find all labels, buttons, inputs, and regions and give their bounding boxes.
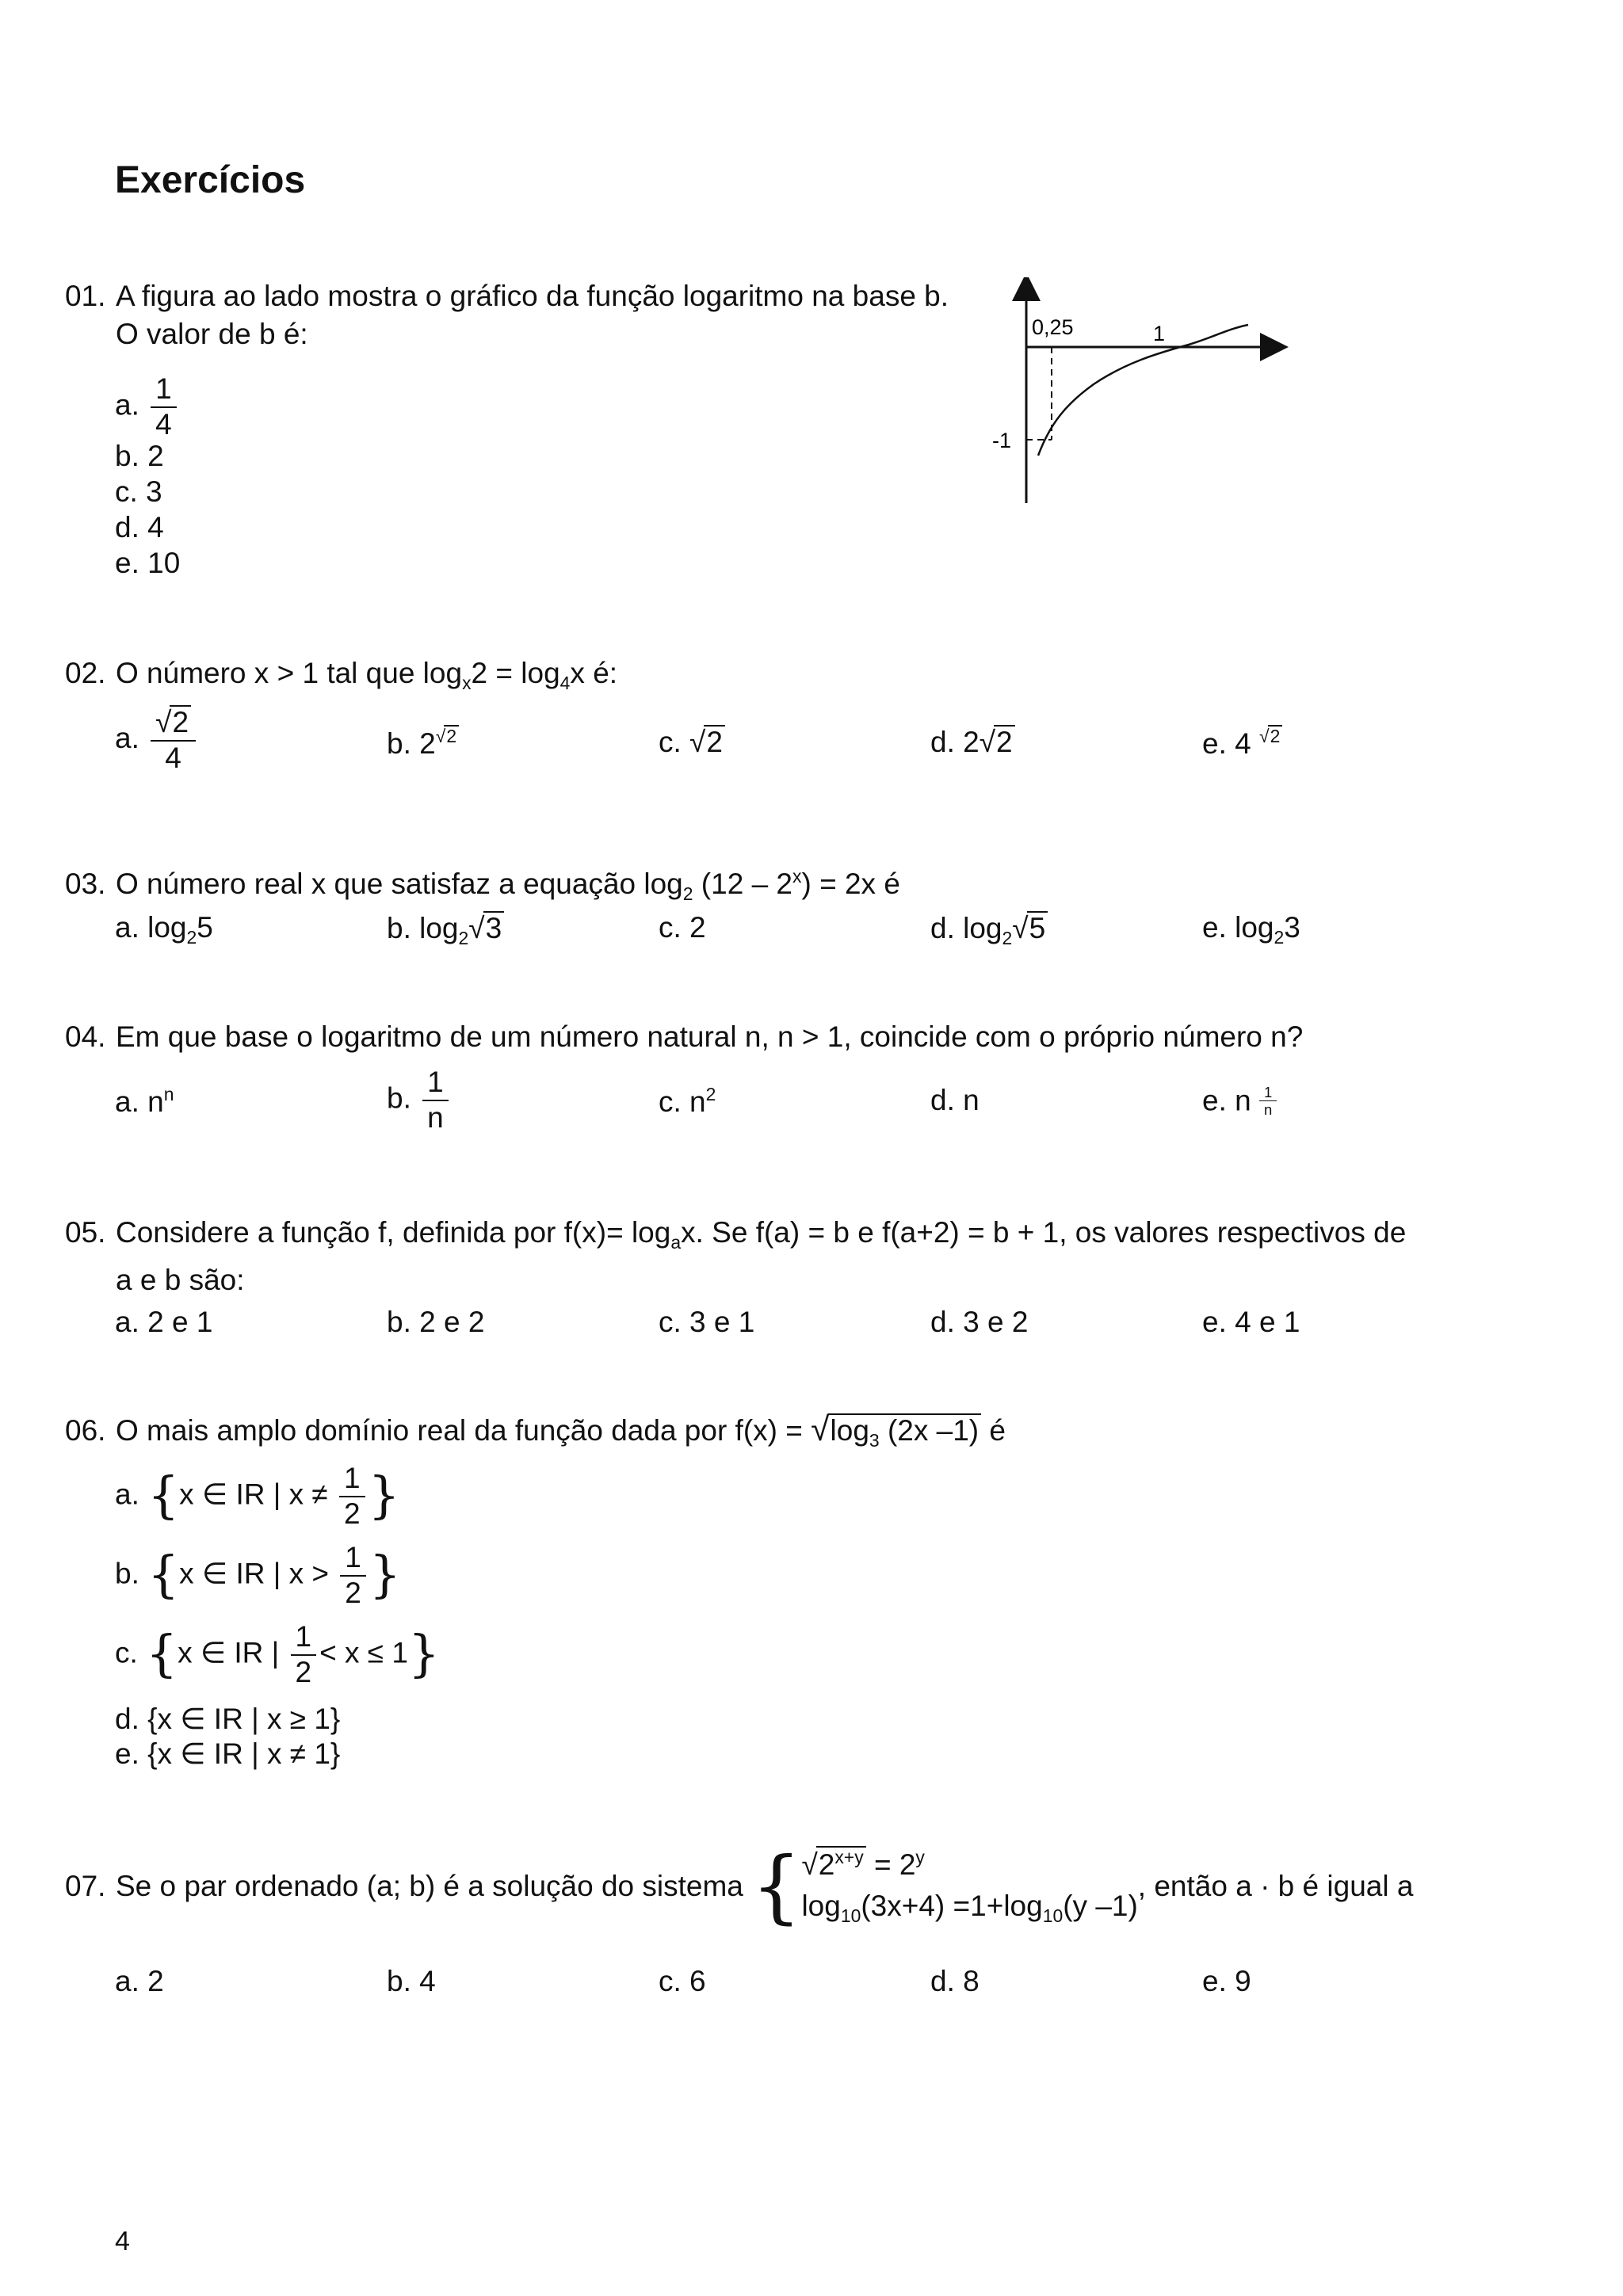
option-c: c. 2: [659, 911, 706, 944]
question-number: 06.: [65, 1414, 106, 1447]
option-e: e. n $\frac{1}{n}$: [1202, 1084, 1277, 1119]
question-05: 05. Considere a função f, definida por $f(x)= \log_ax$. Se f(a) = b e f(a+2) = b + 1, os valores respectivos de a e b são:: [65, 1214, 1571, 1299]
option-a: a. {x ∈ IR | x ≠ $\frac{1}{2}$ }: [115, 1462, 400, 1530]
fraction: $\frac{1}{n}$: [422, 1066, 449, 1135]
fraction: $\frac{√2}{4}$: [151, 705, 196, 775]
option-d: d. {x ∈ IR | x ≥ 1}: [115, 1703, 341, 1735]
log-graph: [975, 277, 1292, 507]
equation-system: { $√2^{x+y} = 2^y$ $\log_{10}(3x+4) =1+\log_{10}(y$ –1): [751, 1836, 1138, 1936]
fraction-exponent: $\frac{1}{n}$: [1259, 1084, 1277, 1119]
question-number: 02.: [65, 657, 106, 689]
question-number: 05.: [65, 1216, 106, 1249]
option-a: a. 2 e 1: [115, 1306, 213, 1338]
question-07: 07. Se o par ordenado (a; b) é a solução do sistema { $√2^{x+y} = 2^y$ $\log_{10}(3x+4) =1+\log_{10}(y$ –1) , então a · b é igual a: [65, 1836, 1571, 1936]
question-number: 01.: [65, 280, 106, 312]
page-number: 4: [115, 2226, 130, 2256]
option-d: d. 8: [930, 1965, 980, 1997]
option-c: c. 3: [115, 475, 162, 508]
option-e: e. 10: [115, 547, 181, 579]
option-d: d. n: [930, 1084, 980, 1116]
option-e: e. {x ∈ IR | x ≠ 1}: [115, 1737, 341, 1770]
option-c: c. 3 e 1: [659, 1306, 755, 1338]
option-e: e. 4 $^{√2}$: [1202, 725, 1282, 761]
tick-label-y: -1: [992, 429, 1012, 452]
option-a: a. $\frac{√2}{4}$: [115, 705, 199, 775]
question-02: 02. O número x > 1 tal que $\log_x2 = \log_4x$ é:: [65, 654, 1571, 702]
question-number: 03.: [65, 867, 106, 900]
option-a: a. $\frac{1}{4}$: [115, 372, 180, 441]
option-d: d. 4: [115, 511, 164, 543]
equation-1: $√2^{x+y} = 2^y$: [801, 1847, 925, 1881]
log-curve: [1038, 325, 1248, 456]
option-b: b. 2: [115, 440, 164, 472]
option-c: c. $n^2$: [659, 1084, 716, 1118]
question-06: 06. O mais amplo domínio real da função dada por $f(x) = √\log_3$ (2x –1) é: [65, 1410, 1006, 1451]
option-c: c. √2: [659, 725, 725, 759]
option-d: d. 3 e 2: [930, 1306, 1029, 1338]
option-a: a. 2: [115, 1965, 164, 1997]
option-b: b. $\log_2√3$: [387, 911, 504, 949]
option-b: b. $2^{√2}$: [387, 725, 459, 761]
question-number: 04.: [65, 1020, 106, 1053]
option-e: e. 4 e 1: [1202, 1306, 1300, 1338]
question-03: 03. O número real x que satisfaz a equação $\log_2 (12 - 2^x) = 2x$ é: [65, 866, 900, 904]
option-d: d. 2√2: [930, 725, 1015, 759]
question-text-line2: O valor de b é:: [116, 318, 308, 350]
option-d: d. $\log_2√5$: [930, 911, 1048, 949]
option-b: b. {x ∈ IR | x > $\frac{1}{2}$ }: [115, 1541, 401, 1609]
option-c: c. 6: [659, 1965, 706, 1997]
option-c: c. {x ∈ IR | $\frac{1}{2}$ < x ≤ 1}: [115, 1620, 440, 1688]
option-a: a. $\log_25$: [115, 911, 213, 948]
question-text: A figura ao lado mostra o gráfico da função logaritmo na base b.: [116, 280, 949, 312]
fraction: $\frac{1}{4}$: [151, 372, 177, 441]
option-b: b. $\frac{1}{n}$: [387, 1066, 452, 1135]
tick-label-x2: 1: [1153, 322, 1166, 345]
equation-2: $\log_{10}(3x+4) =1+\log_{10}(y$ –1): [801, 1889, 1138, 1926]
question-number: 07.: [65, 1869, 106, 1902]
option-b: b. 4: [387, 1965, 436, 1997]
option-e: e. 9: [1202, 1965, 1251, 1997]
option-e: e. $\log_23$: [1202, 911, 1300, 948]
option-b: b. 2 e 2: [387, 1306, 485, 1338]
question-04: 04. Em que base o logaritmo de um número natural n, n > 1, coincide com o próprio número n?: [65, 1018, 1571, 1056]
option-a: a. $n^n$: [115, 1084, 174, 1118]
tick-label-x: 0,25: [1032, 315, 1074, 339]
question-01: [65, 277, 1571, 353]
page-title: Exercícios: [115, 159, 306, 201]
